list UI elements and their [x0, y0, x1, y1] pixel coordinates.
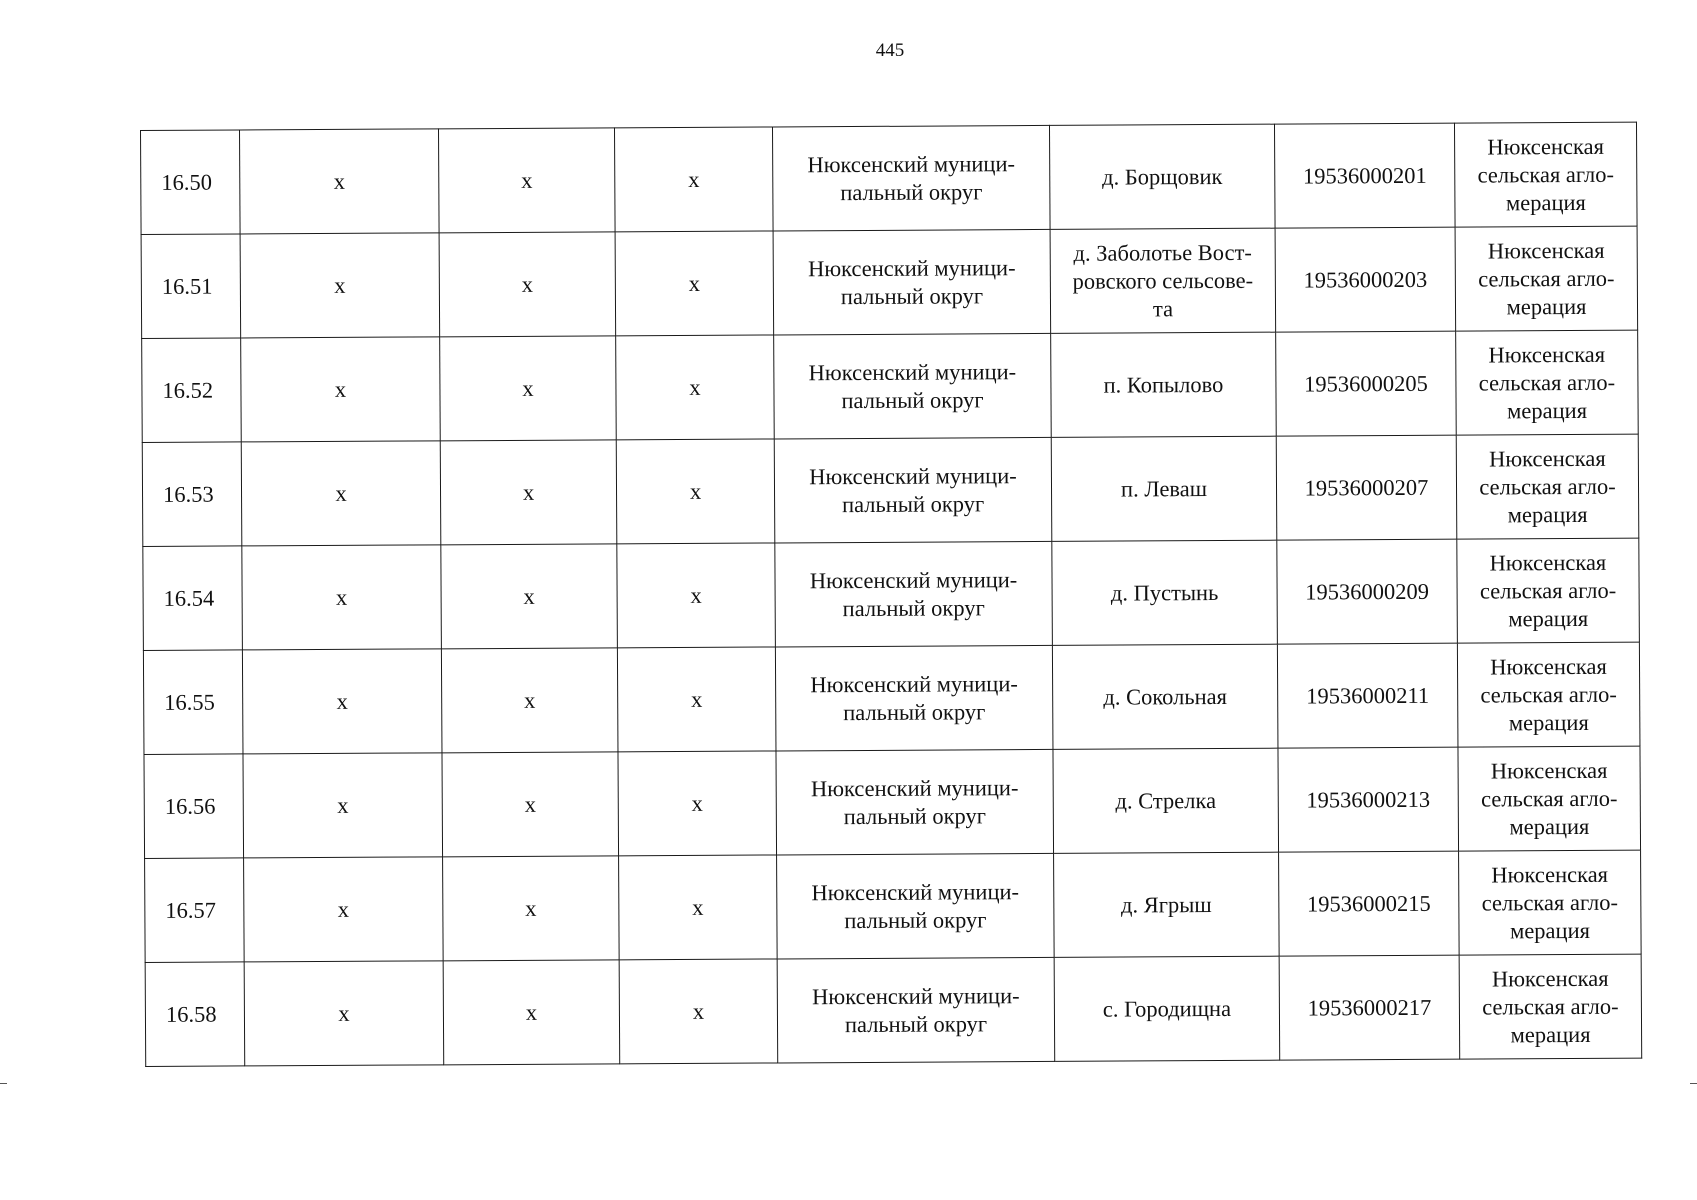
- agglomeration-cell: [1455, 226, 1638, 331]
- mark-cell: x: [240, 233, 440, 338]
- mark-cell: x: [241, 441, 441, 546]
- mark-cell: x: [617, 543, 776, 648]
- settlement-cell: [1050, 228, 1276, 333]
- mark-cell: x: [441, 648, 618, 753]
- settlement-cell-line: д. Сокольная: [1103, 683, 1228, 710]
- row-number-cell: 16.56: [144, 754, 244, 859]
- district-cell-line: Нюксенский муници-: [809, 462, 1017, 489]
- mark-cell: x: [619, 959, 778, 1064]
- mark-cell: x: [244, 857, 444, 962]
- agglomeration-cell: [1458, 746, 1641, 851]
- district-cell-line: пальный округ: [841, 386, 984, 413]
- table-row: [143, 538, 1640, 650]
- settlement-cell-line: п. Копылово: [1103, 371, 1224, 398]
- agglomeration-cell-line: сельская агло-: [1481, 889, 1619, 916]
- settlement-cell-line: д. Борщовик: [1102, 163, 1223, 190]
- mark-cell: x: [616, 335, 775, 440]
- district-cell: [772, 125, 1050, 231]
- row-number-cell: 16.57: [145, 858, 245, 963]
- table-row: [145, 850, 1642, 962]
- settlement-cell-line: та: [1152, 295, 1174, 321]
- agglomeration-cell-line: мерация: [1509, 917, 1591, 943]
- oktmo-code-cell: 19536000201: [1274, 123, 1455, 228]
- mark-cell: x: [615, 231, 774, 336]
- table-body: [141, 122, 1642, 1066]
- district-cell-line: пальный округ: [843, 698, 986, 725]
- agglomeration-cell-line: Нюксенская: [1489, 549, 1607, 575]
- mark-cell: x: [614, 127, 773, 232]
- edge-mark-left: [0, 1083, 7, 1084]
- agglomeration-cell-line: Нюксенская: [1487, 133, 1604, 159]
- settlement-cell-line: с. Городищна: [1102, 995, 1232, 1022]
- edge-mark-right: [1690, 1083, 1697, 1084]
- oktmo-code-cell: 19536000217: [1279, 955, 1460, 1060]
- settlement-cell-line: д. Ягрыш: [1120, 891, 1212, 918]
- district-cell: [774, 333, 1052, 439]
- row-number-cell: 16.55: [143, 650, 243, 755]
- mark-cell: x: [440, 440, 617, 545]
- oktmo-code-cell: 19536000213: [1278, 747, 1459, 852]
- mark-cell: x: [243, 753, 443, 858]
- district-cell: [776, 749, 1054, 855]
- agglomeration-cell-line: Нюксенская: [1490, 757, 1608, 783]
- district-cell-line: Нюксенский муници-: [807, 254, 1016, 281]
- mark-cell: x: [619, 855, 778, 960]
- district-cell: [777, 957, 1055, 1063]
- settlement-cell: [1051, 436, 1277, 541]
- oktmo-code-cell: 19536000203: [1275, 227, 1456, 332]
- district-cell: [774, 437, 1052, 543]
- agglomeration-cell-line: сельская агло-: [1477, 161, 1614, 188]
- mark-cell: x: [443, 856, 620, 961]
- mark-cell: x: [618, 751, 777, 856]
- agglomeration-cell: [1459, 954, 1642, 1059]
- mark-cell: x: [442, 752, 619, 857]
- district-cell-line: пальный округ: [844, 1010, 988, 1037]
- settlement-cell-line: д. Заболотье Вост-: [1073, 239, 1252, 266]
- settlement-cell: [1054, 852, 1280, 957]
- agglomeration-cell: [1457, 642, 1640, 747]
- table-row: [142, 330, 1639, 442]
- mark-cell: x: [616, 439, 775, 544]
- district-cell-line: пальный округ: [843, 802, 986, 829]
- agglomeration-cell: [1456, 330, 1639, 435]
- oktmo-code-cell: 19536000215: [1279, 851, 1460, 956]
- mark-cell: x: [241, 337, 441, 442]
- agglomeration-cell-line: мерация: [1505, 189, 1586, 215]
- settlement-cell-line: д. Стрелка: [1115, 787, 1217, 814]
- mark-cell: x: [240, 129, 440, 234]
- table-row: [143, 642, 1640, 754]
- district-cell: [777, 853, 1055, 959]
- district-cell: [773, 229, 1051, 335]
- district-cell: [775, 645, 1053, 751]
- agglomeration-cell-line: сельская агло-: [1478, 265, 1615, 292]
- agglomeration-cell-line: мерация: [1507, 501, 1588, 527]
- mark-cell: x: [441, 544, 618, 649]
- agglomeration-cell-line: мерация: [1509, 813, 1590, 839]
- agglomeration-cell-line: Нюксенская: [1488, 445, 1606, 471]
- district-cell-line: пальный округ: [844, 906, 987, 933]
- agglomeration-cell-line: сельская агло-: [1481, 785, 1618, 812]
- mark-cell: x: [438, 128, 615, 233]
- agglomeration-cell-line: Нюксенская: [1491, 965, 1609, 991]
- agglomeration-cell: [1459, 850, 1642, 955]
- agglomeration-cell-line: мерация: [1506, 293, 1587, 319]
- oktmo-code-cell: 19536000207: [1276, 435, 1457, 540]
- agglomeration-cell: [1457, 538, 1640, 643]
- page-number: 445: [875, 40, 905, 61]
- district-cell-line: пальный округ: [840, 282, 984, 309]
- district-cell: [775, 541, 1053, 647]
- oktmo-code-cell: 19536000209: [1277, 539, 1458, 644]
- table-row: [141, 122, 1638, 234]
- agglomeration-cell-line: сельская агло-: [1479, 577, 1617, 604]
- row-number-cell: 16.51: [141, 234, 241, 339]
- agglomeration-cell-line: мерация: [1510, 1021, 1591, 1047]
- settlement-cell: [1052, 644, 1278, 749]
- agglomeration-cell-line: Нюксенская: [1487, 237, 1605, 263]
- oktmo-code-cell: 19536000205: [1276, 331, 1457, 436]
- settlement-cell: [1049, 124, 1275, 229]
- settlement-cell-line: д. Пустынь: [1110, 579, 1219, 606]
- district-cell-line: пальный округ: [842, 594, 985, 621]
- settlement-cell-line: п. Леваш: [1120, 475, 1208, 502]
- agglomeration-cell: [1454, 122, 1637, 227]
- table-row: [144, 746, 1641, 858]
- row-number-cell: 16.53: [142, 442, 242, 547]
- row-number-cell: 16.52: [142, 338, 242, 443]
- settlement-cell: [1051, 332, 1277, 437]
- agglomeration-cell-line: Нюксенская: [1490, 653, 1607, 679]
- agglomeration-cell-line: мерация: [1508, 709, 1589, 735]
- agglomeration-cell-line: сельская агло-: [1478, 369, 1616, 396]
- district-cell-line: Нюксенский муници-: [809, 566, 1018, 593]
- district-cell-line: Нюксенский муници-: [807, 150, 1016, 177]
- mark-cell: x: [439, 232, 616, 337]
- mark-cell: x: [244, 961, 444, 1066]
- district-cell-line: Нюксенский муници-: [808, 358, 1017, 385]
- agglomeration-cell-line: сельская агло-: [1480, 681, 1617, 708]
- oktmo-code-cell: 19536000211: [1277, 643, 1458, 748]
- settlement-cell: [1053, 748, 1279, 853]
- table-row: [145, 954, 1642, 1066]
- district-cell-line: Нюксенский муници-: [810, 670, 1018, 697]
- agglomeration-cell-line: Нюксенская: [1491, 861, 1609, 887]
- settlement-cell: [1054, 956, 1280, 1061]
- agglomeration-cell-line: мерация: [1508, 605, 1589, 631]
- mark-cell: x: [242, 545, 442, 650]
- district-cell-line: Нюксенский муници-: [812, 982, 1020, 1009]
- district-cell-line: Нюксенский муници-: [810, 774, 1019, 801]
- agglomeration-cell-line: сельская агло-: [1482, 993, 1619, 1020]
- row-number-cell: 16.58: [145, 962, 245, 1067]
- settlement-cell-line: ровского сельсове-: [1072, 267, 1254, 294]
- agglomeration-cell: [1456, 434, 1639, 539]
- row-number-cell: 16.50: [141, 130, 241, 235]
- settlement-cell: [1052, 540, 1278, 645]
- table-row: [141, 226, 1638, 338]
- table-container: [140, 122, 1642, 1067]
- district-cell-line: пальный округ: [841, 490, 985, 517]
- mark-cell: x: [242, 649, 442, 754]
- mark-cell: x: [617, 647, 776, 752]
- settlements-table: [140, 122, 1642, 1067]
- district-cell-line: пальный округ: [840, 178, 983, 205]
- table-row: [142, 434, 1639, 546]
- mark-cell: x: [440, 336, 617, 441]
- row-number-cell: 16.54: [143, 546, 243, 651]
- agglomeration-cell-line: мерация: [1507, 397, 1588, 423]
- district-cell-line: Нюксенский муници-: [811, 878, 1020, 905]
- mark-cell: x: [443, 960, 620, 1065]
- agglomeration-cell-line: Нюксенская: [1488, 341, 1606, 367]
- agglomeration-cell-line: сельская агло-: [1479, 473, 1616, 500]
